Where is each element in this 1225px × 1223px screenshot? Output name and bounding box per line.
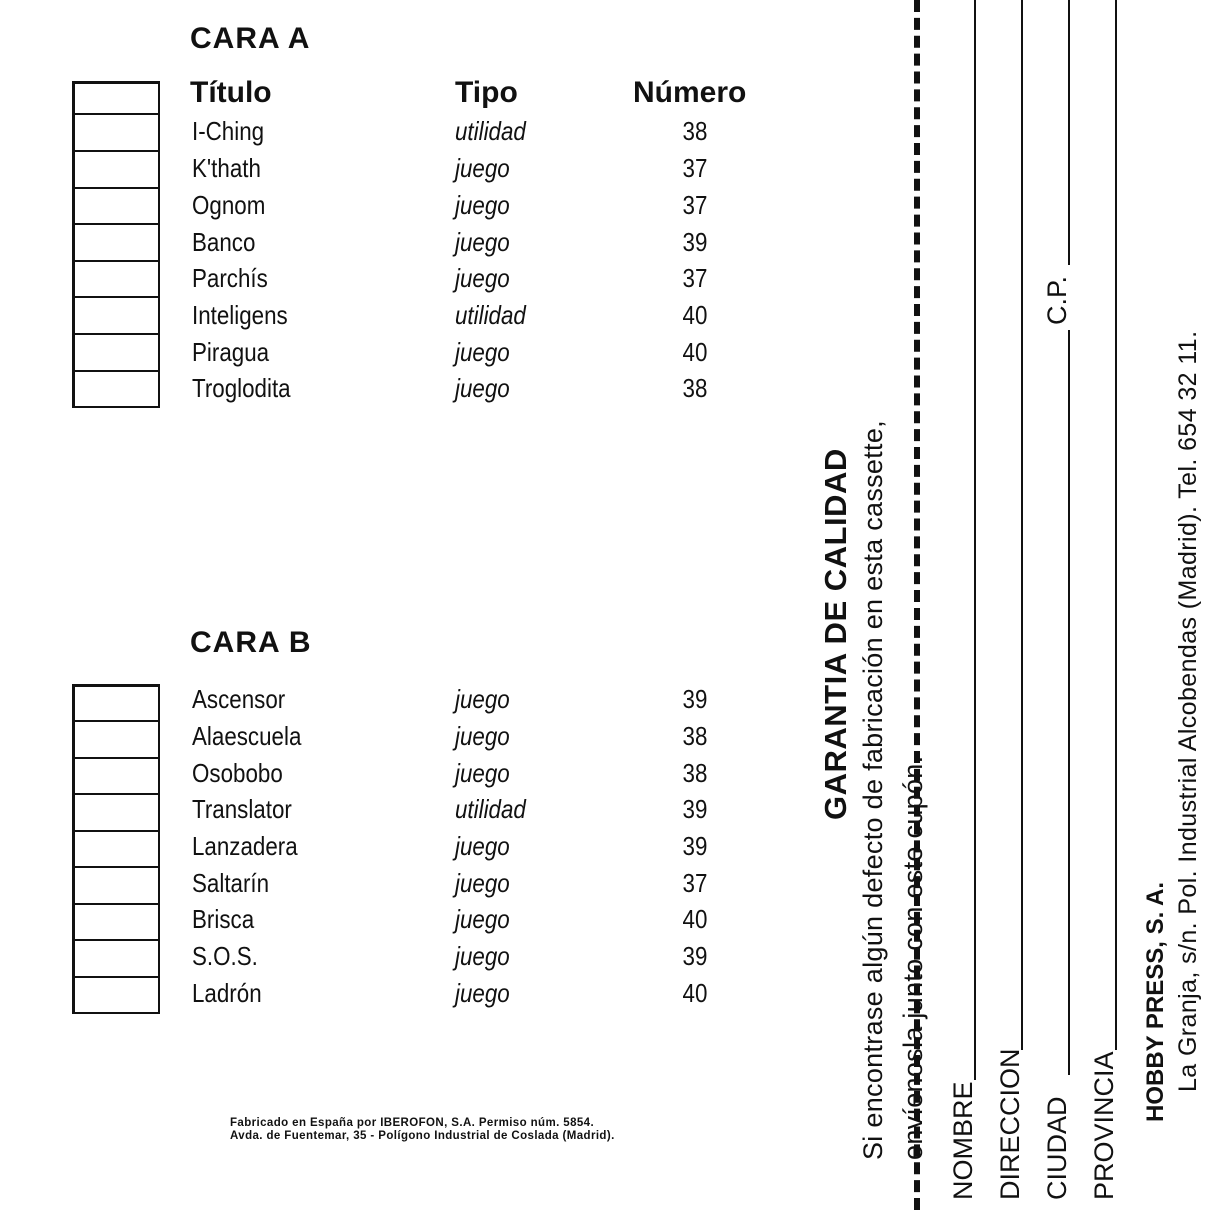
list-item xyxy=(0,684,800,720)
game-type: juego xyxy=(455,337,510,367)
issue-number: 37 xyxy=(682,153,708,183)
postal-code-label: C.P. xyxy=(1042,275,1072,325)
city-input-line[interactable] xyxy=(1068,330,1070,1075)
city-label: CIUDAD xyxy=(1042,1096,1072,1200)
game-title: Ladrón xyxy=(192,978,262,1008)
game-type: juego xyxy=(455,263,510,293)
issue-number: 38 xyxy=(682,721,708,751)
game-title: Osobobo xyxy=(192,758,283,788)
footer-line-2: Avda. de Fuentemar, 35 - Polígono Industrial de Coslada (Madrid). xyxy=(230,1130,615,1142)
issue-number: 40 xyxy=(682,978,708,1008)
game-title: I-Ching xyxy=(192,116,265,146)
game-type: juego xyxy=(455,868,510,898)
game-type: utilidad xyxy=(455,116,526,146)
address-input-line[interactable] xyxy=(1021,0,1023,1050)
game-title: Lanzadera xyxy=(192,831,298,861)
issue-number: 40 xyxy=(682,337,708,367)
issue-number: 38 xyxy=(682,116,708,146)
list-item xyxy=(0,190,800,226)
game-title: Troglodita xyxy=(192,373,291,403)
list-item xyxy=(0,721,800,757)
issue-number: 40 xyxy=(682,904,708,934)
game-title: Parchís xyxy=(192,263,268,293)
warranty-title: GARANTIA DE CALIDAD xyxy=(818,448,853,820)
game-type: juego xyxy=(455,941,510,971)
province-input-line[interactable] xyxy=(1115,0,1117,1050)
game-title: Ascensor xyxy=(192,684,286,714)
issue-number: 40 xyxy=(682,300,708,330)
issue-number: 39 xyxy=(682,941,708,971)
list-item xyxy=(0,116,800,152)
game-title: Inteligens xyxy=(192,300,288,330)
name-label: NOMBRE xyxy=(948,1081,978,1200)
game-type: juego xyxy=(455,684,510,714)
game-type: juego xyxy=(455,831,510,861)
footer-line-1: Fabricado en España por IBEROFON, S.A. Permiso núm. 5854. xyxy=(230,1117,595,1129)
side-a-heading: CARA A xyxy=(190,22,311,55)
game-title: Banco xyxy=(192,227,256,257)
column-number-header: Número xyxy=(633,76,747,109)
list-item xyxy=(0,978,800,1014)
list-item xyxy=(0,794,800,830)
game-title: Brisca xyxy=(192,904,255,934)
list-item xyxy=(0,941,800,977)
issue-number: 39 xyxy=(682,684,708,714)
issue-number: 38 xyxy=(682,373,708,403)
game-title: K'thath xyxy=(192,153,261,183)
game-type: juego xyxy=(455,978,510,1008)
game-type: juego xyxy=(455,153,510,183)
list-item xyxy=(0,153,800,189)
province-label: PROVINCIA xyxy=(1089,1051,1119,1200)
company-name: HOBBY PRESS, S. A. xyxy=(1142,881,1169,1122)
warranty-text-1: Si encontrase algún defecto de fabricación en esta cassette, xyxy=(858,420,888,1160)
game-title: Alaescuela xyxy=(192,721,302,751)
issue-number: 37 xyxy=(682,190,708,220)
game-title: S.O.S. xyxy=(192,941,258,971)
issue-number: 37 xyxy=(682,868,708,898)
issue-number: 39 xyxy=(682,227,708,257)
issue-number: 39 xyxy=(682,794,708,824)
name-input-line[interactable] xyxy=(974,0,976,1080)
warranty-text-2: envíenosla junto con este cupón. xyxy=(898,755,928,1160)
list-item xyxy=(0,337,800,373)
game-type: juego xyxy=(455,227,510,257)
manufacturer-footer xyxy=(230,1117,615,1143)
game-title: Translator xyxy=(192,794,292,824)
address-label: DIRECCION xyxy=(995,1048,1025,1200)
game-type: utilidad xyxy=(455,300,526,330)
game-type: juego xyxy=(455,904,510,934)
list-item xyxy=(0,227,800,263)
issue-number: 39 xyxy=(682,831,708,861)
list-item xyxy=(0,373,800,409)
list-item xyxy=(0,904,800,940)
issue-number: 37 xyxy=(682,263,708,293)
game-type: utilidad xyxy=(455,794,526,824)
postal-code-input-line[interactable] xyxy=(1068,0,1070,265)
game-title: Saltarín xyxy=(192,868,270,898)
game-type: juego xyxy=(455,373,510,403)
list-item xyxy=(0,868,800,904)
checkbox[interactable] xyxy=(72,81,160,115)
side-b-heading: CARA B xyxy=(190,626,312,659)
company-address: La Granja, s/n. Pol. Industrial Alcobendas (Madrid). Tel. 654 32 11. xyxy=(1174,330,1202,1092)
game-type: juego xyxy=(455,190,510,220)
cut-line xyxy=(914,0,920,1210)
game-type: juego xyxy=(455,758,510,788)
column-type-header: Tipo xyxy=(455,76,518,109)
list-item xyxy=(0,300,800,336)
column-title-header: Título xyxy=(190,76,272,109)
game-title: Piragua xyxy=(192,337,270,367)
list-item xyxy=(0,758,800,794)
game-title: Ognom xyxy=(192,190,266,220)
list-item xyxy=(0,263,800,299)
list-item xyxy=(0,831,800,867)
game-type: juego xyxy=(455,721,510,751)
issue-number: 38 xyxy=(682,758,708,788)
warranty-coupon xyxy=(810,10,1225,1200)
